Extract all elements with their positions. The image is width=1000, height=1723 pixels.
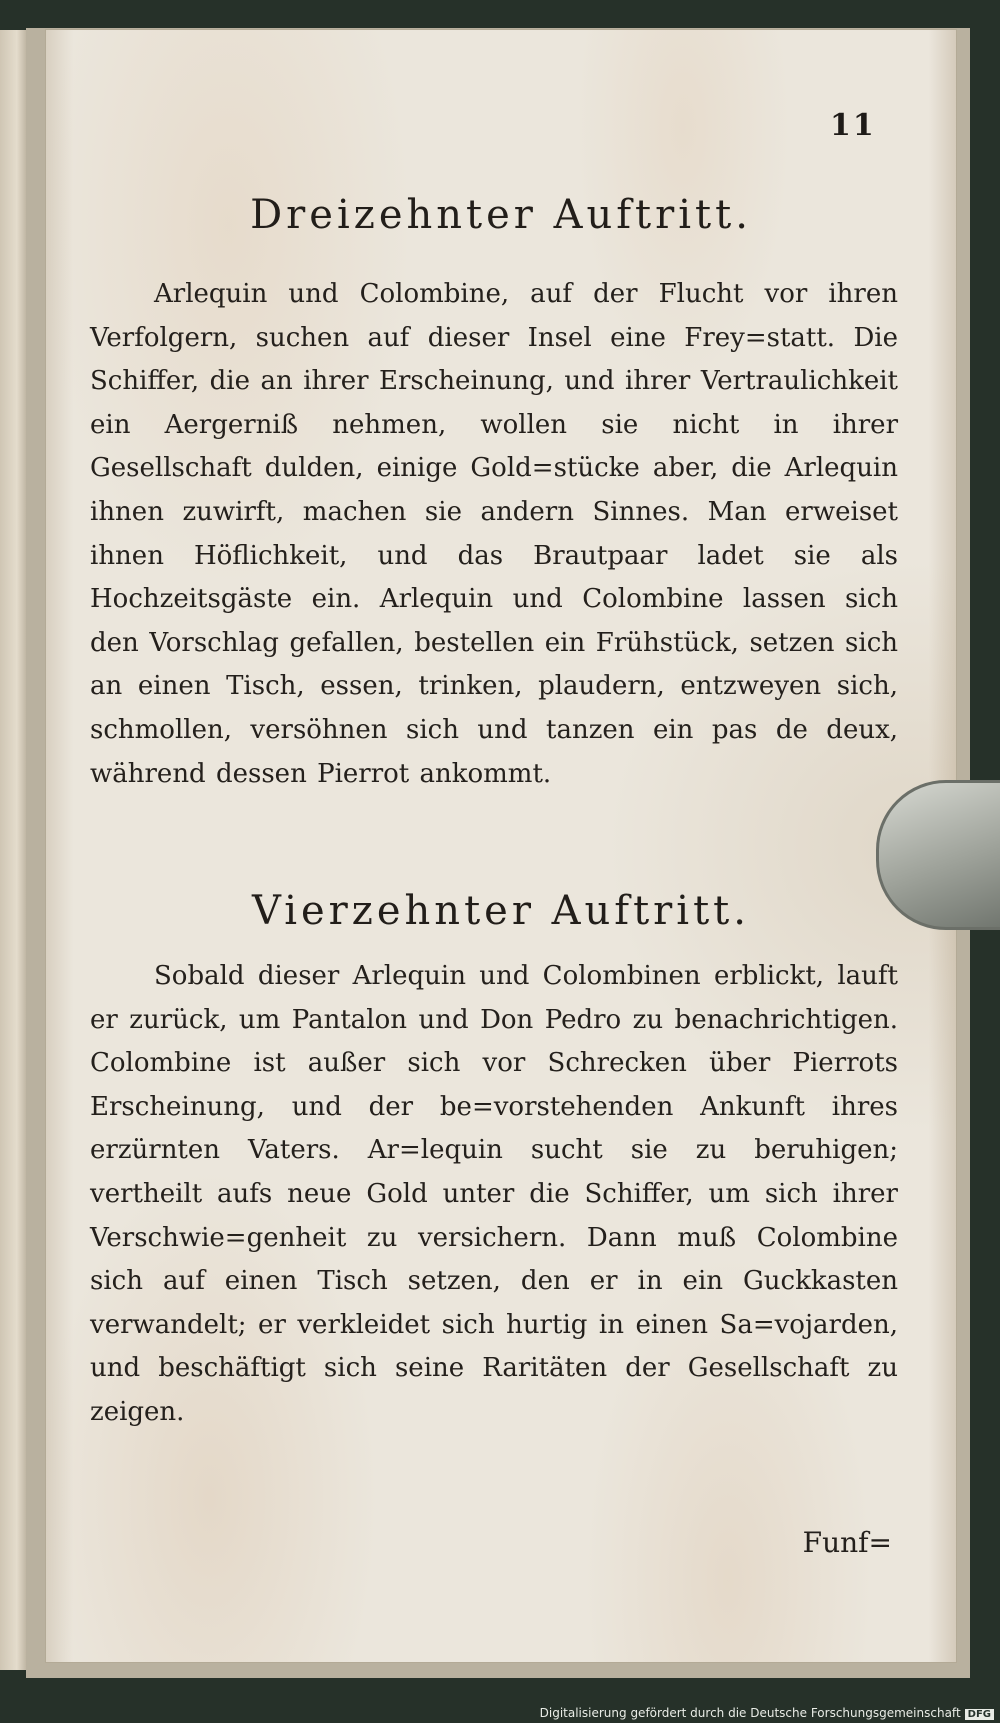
catchword: Funf= — [802, 1526, 892, 1559]
credit-text: Digitalisierung gefördert durch die Deutsche Forschungsgemeinschaft — [539, 1706, 961, 1720]
page-clip — [876, 780, 1000, 930]
scene-14-heading: Vierzehnter Auftritt. — [252, 888, 750, 934]
scene-13-text: Arlequin und Colombine, auf der Flucht vor ihren Verfolgern, suchen auf dieser Insel eine Frey=statt. Die Schiffer, die an ihrer Erscheinung, und ihrer Vertraulichkeit ein Aergerniß nehmen, wollen sie nicht in ihrer Gesellschaft dulden, einige Gold=stücke aber, die Arlequin ihnen zuwirft, machen sie andern Sinnes. Man erweiset ihnen Höflichkeit, und das Brautpaar ladet sie als Hochzeitsgäste ein. Arlequin und Colombine lassen sich den Vorschlag gefallen, bestellen ein Frühstück, setzen sich an einen Tisch, essen, trinken, plaudern, entzweyen sich, schmollen, versöhnen sich und tanzen ein pas de deux, während dessen Pierrot ankommt. — [90, 279, 898, 789]
page-number: 11 — [830, 108, 876, 143]
dfg-logo: DFG — [965, 1709, 994, 1720]
digitization-credit — [540, 1706, 994, 1720]
scene-13-heading: Dreizehnter Auftritt. — [250, 192, 752, 238]
book-page — [46, 30, 956, 1662]
scene-14-text: Sobald dieser Arlequin und Colombinen erblickt, lauft er zurück, um Pantalon und Don Pedro zu benachrichtigen. Colombine ist außer sich vor Schrecken über Pierrots Erscheinung, und der be=vorstehenden Ankunft ihres erzürnten Vaters. Ar=lequin sucht sie zu beruhigen; vertheilt aufs neue Gold unter die Schiffer, um sich ihrer Verschwie=genheit zu versichern. Dann muß Colombine sich auf einen Tisch setzen, den er in ein Guckkasten verwandelt; er verkleidet sich hurtig in einen Sa=vojarden, und beschäftigt sich seine Raritäten der Gesellschaft zu zeigen. — [90, 961, 898, 1427]
facing-page-edge — [0, 30, 28, 1670]
